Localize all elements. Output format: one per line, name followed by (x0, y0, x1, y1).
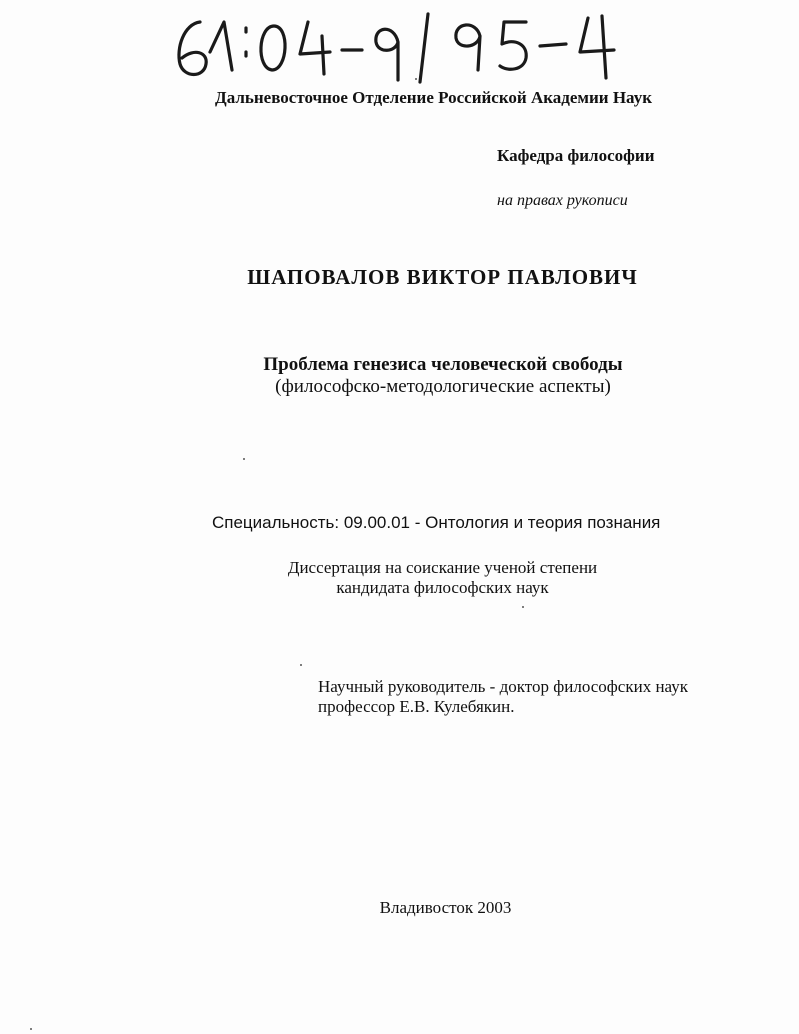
manuscript-note: на правах рукописи (497, 192, 628, 209)
dissertation-title (200, 354, 686, 398)
specialty-line: Специальность: 09.00.01 - Онтология и теория познания (212, 513, 661, 532)
supervisor-line-2: профессор Е.В. Кулебякин. (318, 697, 515, 716)
scan-speck (30, 1028, 32, 1030)
title-main: Проблема генезиса человеческой свободы (263, 354, 623, 375)
degree-line-2: кандидата философских наук (336, 578, 549, 597)
supervisor-info (318, 677, 688, 717)
scan-speck (522, 606, 524, 608)
degree-statement (240, 558, 645, 598)
title-subtitle: (философско-методологические аспекты) (275, 376, 611, 397)
scan-speck (300, 664, 302, 666)
department-name: Кафедра философии (497, 146, 655, 165)
handwritten-code-drawing (170, 8, 630, 88)
degree-line-1: Диссертация на соискание ученой степени (287, 558, 598, 577)
place-and-date: Владивосток 2003 (379, 898, 512, 917)
author-name: ШАПОВАЛОВ ВИКТОР ПАВЛОВИЧ (247, 265, 638, 289)
institution-name: Дальневосточное Отделение Российской Академии Наук (215, 88, 652, 107)
supervisor-line-1: Научный руководитель - доктор философских наук (318, 677, 688, 696)
scan-speck (243, 458, 245, 460)
handwritten-archive-code (170, 8, 630, 88)
scan-speck (415, 78, 417, 80)
